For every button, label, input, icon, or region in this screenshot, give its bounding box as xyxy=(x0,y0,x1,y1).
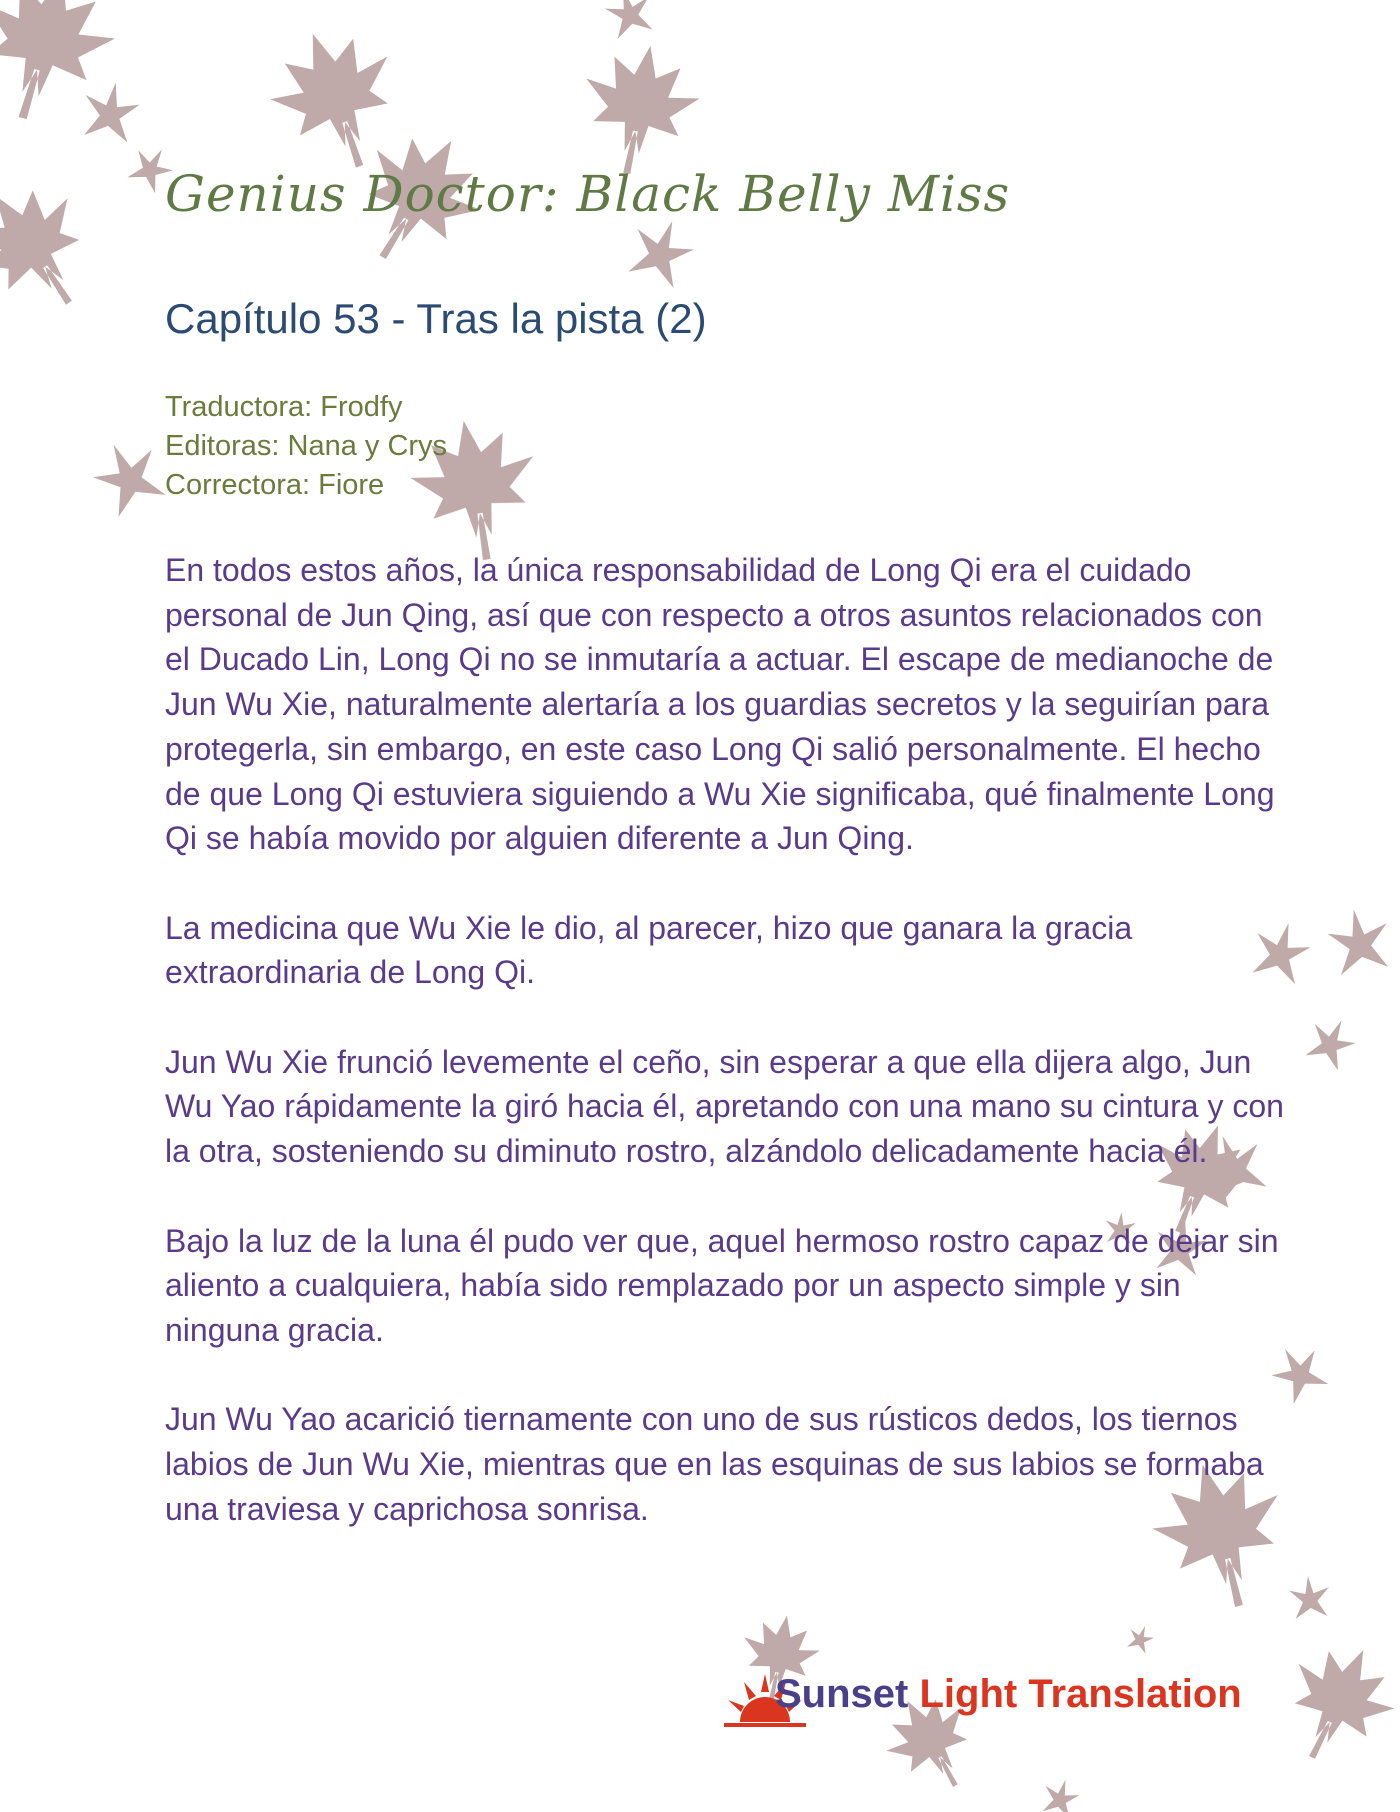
chapter-body xyxy=(165,548,1285,1576)
series-title: Genius Doctor: Black Belly Miss xyxy=(165,165,1011,223)
credit-proofreader: Correctora: Fiore xyxy=(165,469,385,501)
paragraph: Bajo la luz de la luna él pudo ver que, aquel hermoso rostro capaz de dejar sin aliento a cualquiera, había sido remplazado por un aspecto simple y sin ninguna gracia. xyxy=(165,1222,1279,1348)
credits xyxy=(165,388,447,505)
paragraph: La medicina que Wu Xie le dio, al parecer, hizo que ganara la gracia extraordinaria de Long Qi. xyxy=(165,909,1133,991)
credit-editors: Editoras: Nana y Crys xyxy=(165,430,448,462)
paragraph: En todos estos años, la única responsabilidad de Long Qi era el cuidado personal de Jun Qing, así que con respecto a otros asuntos relacionados con el Ducado Lin, Long Qi no se inmutaría a actuar. El escape de medianoche de Jun Wu Xie, naturalmente alertaría a los guardias secretos y la seguirían para protegerla, sin embargo, en este caso Long Qi salió personalmente. El hecho de que Long Qi estuviera siguiendo a Wu Xie significaba, qué finalmente Long Qi se había movido por alguien diferente a Jun Qing. xyxy=(165,552,1275,857)
logo-word-sunset: Sunset xyxy=(775,1672,909,1716)
logo-text xyxy=(775,1672,1242,1717)
credit-translator: Traductora: Frodfy xyxy=(165,391,403,423)
sunset-light-logo xyxy=(720,1670,1280,1730)
chapter-title: Capítulo 53 - Tras la pista (2) xyxy=(165,295,707,342)
paragraph: Jun Wu Yao acarició tiernamente con uno de sus rústicos dedos, los tiernos labios de Jun Wu Xie, mientras que en las esquinas de sus labios se formaba una traviesa y caprichosa sonrisa. xyxy=(165,1401,1264,1527)
logo-word-light-translation: Light Translation xyxy=(908,1672,1242,1716)
paragraph: Jun Wu Xie frunció levemente el ceño, sin esperar a que ella dijera algo, Jun Wu Yao rápidamente la giró hacia él, apretando con una mano su cintura y con la otra, sosteniendo su diminuto rostro, alzándolo delicadamente hacia él. xyxy=(165,1043,1284,1170)
